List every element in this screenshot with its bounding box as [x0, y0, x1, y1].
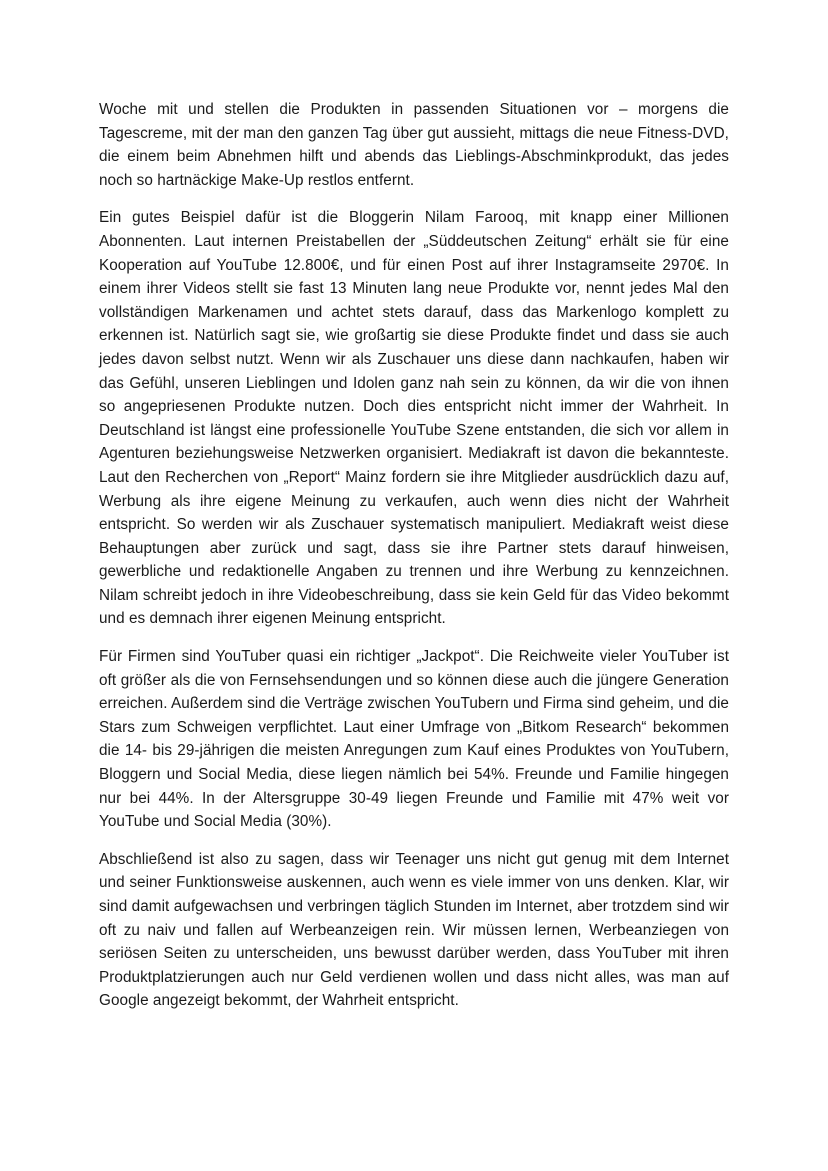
paragraph-2: Ein gutes Beispiel dafür ist die Bloggerin Nilam Farooq, mit knapp einer Millionen Abonnenten. Laut internen Preistabellen der „Süddeutschen Zeitung“ erhält sie für eine Kooperation auf YouTube 12.800€, und für einen Post auf ihrer Instagramseite 2970€. In einem ihrer Videos stellt sie fast 13 Minuten lang neue Produkte vor, nennt jedes Mal den vollständigen Markenamen und achtet stets darauf, dass das Markenlogo komplett zu erkennen ist. Natürlich sagt sie, wie großartig sie diese Produkte findet und dass sie auch jedes davon selbst nutzt. Wenn wir als Zuschauer uns diese dann nachkaufen, haben wir das Gefühl, unseren Lieblingen und Idolen ganz nah sein zu können, da wir die von ihnen so angepriesenen Produkte nutzen. Doch dies entspricht nicht immer der Wahrheit. In Deutschland ist längst eine professionelle YouTube Szene entstanden, die sich vor allem in Agenturen beziehungsweise Netzwerken organisiert. Mediakraft ist davon die bekannteste. Laut den Recherchen von „Report“ Mainz fordern sie ihre Mitglieder ausdrücklich dazu auf, Werbung als ihre eigene Meinung zu verkaufen, auch wenn dies nicht der Wahrheit entspricht. So werden wir als Zuschauer systematisch manipuliert. Mediakraft weist diese Behauptungen aber zurück und sagt, dass sie ihre Partner stets darauf hinweisen, gewerbliche und redaktionelle Angaben zu trennen und ihre Werbung zu kennzeichnen. Nilam schreibt jedoch in ihre Videobeschreibung, dass sie kein Geld für das Video bekommt und es demnach ihrer eigenen Meinung entspricht.: [99, 209, 729, 628]
paragraph-1: Woche mit und stellen die Produkten in passenden Situationen vor – morgens die Tagescreme, mit der man den ganzen Tag über gut aussieht, mittags die neue Fitness-DVD, die einem beim Abnehmen hilft und abends das Lieblings-Abschminkprodukt, das jedes noch so hartnäckige Make-Up restlos entfernt.: [99, 101, 729, 189]
paragraph-4: Abschließend ist also zu sagen, dass wir Teenager uns nicht gut genug mit dem Internet und seiner Funktionsweise auskennen, auch wenn es viele immer von uns denken. Klar, wir sind damit aufgewachsen und verbringen täglich Stunden im Internet, aber trotzdem sind wir oft zu naiv und fallen auf Werbeanzeigen rein. Wir müssen lernen, Werbeanziegen von seriösen Seiten zu unterscheiden, uns bewusst darüber werden, dass YouTuber mit ihren Produktplatzierungen auch nur Geld verdienen wollen und dass nicht alles, was man auf Google angezeigt bekommt, der Wahrheit entspricht.: [99, 850, 729, 1010]
document-page: [99, 98, 729, 1027]
paragraph-3: Für Firmen sind YouTuber quasi ein richtiger „Jackpot“. Die Reichweite vieler YouTuber ist oft größer als die von Fernsehsendungen und so können diese auch die jüngere Generation erreichen. Außerdem sind die Verträge zwischen YouTubern und Firma sind geheim, und die Stars zum Schweigen verpflichtet. Laut einer Umfrage von „Bitkom Research“ bekommen die 14- bis 29-jährigen die meisten Anregungen zum Kauf eines Produktes von YouTubern, Bloggern und Social Media, diese liegen nämlich bei 54%. Freunde und Familie hingegen nur bei 44%. In der Altersgruppe 30-49 liegen Freunde und Familie mit 47% weit vor YouTube und Social Media (30%).: [99, 648, 729, 831]
